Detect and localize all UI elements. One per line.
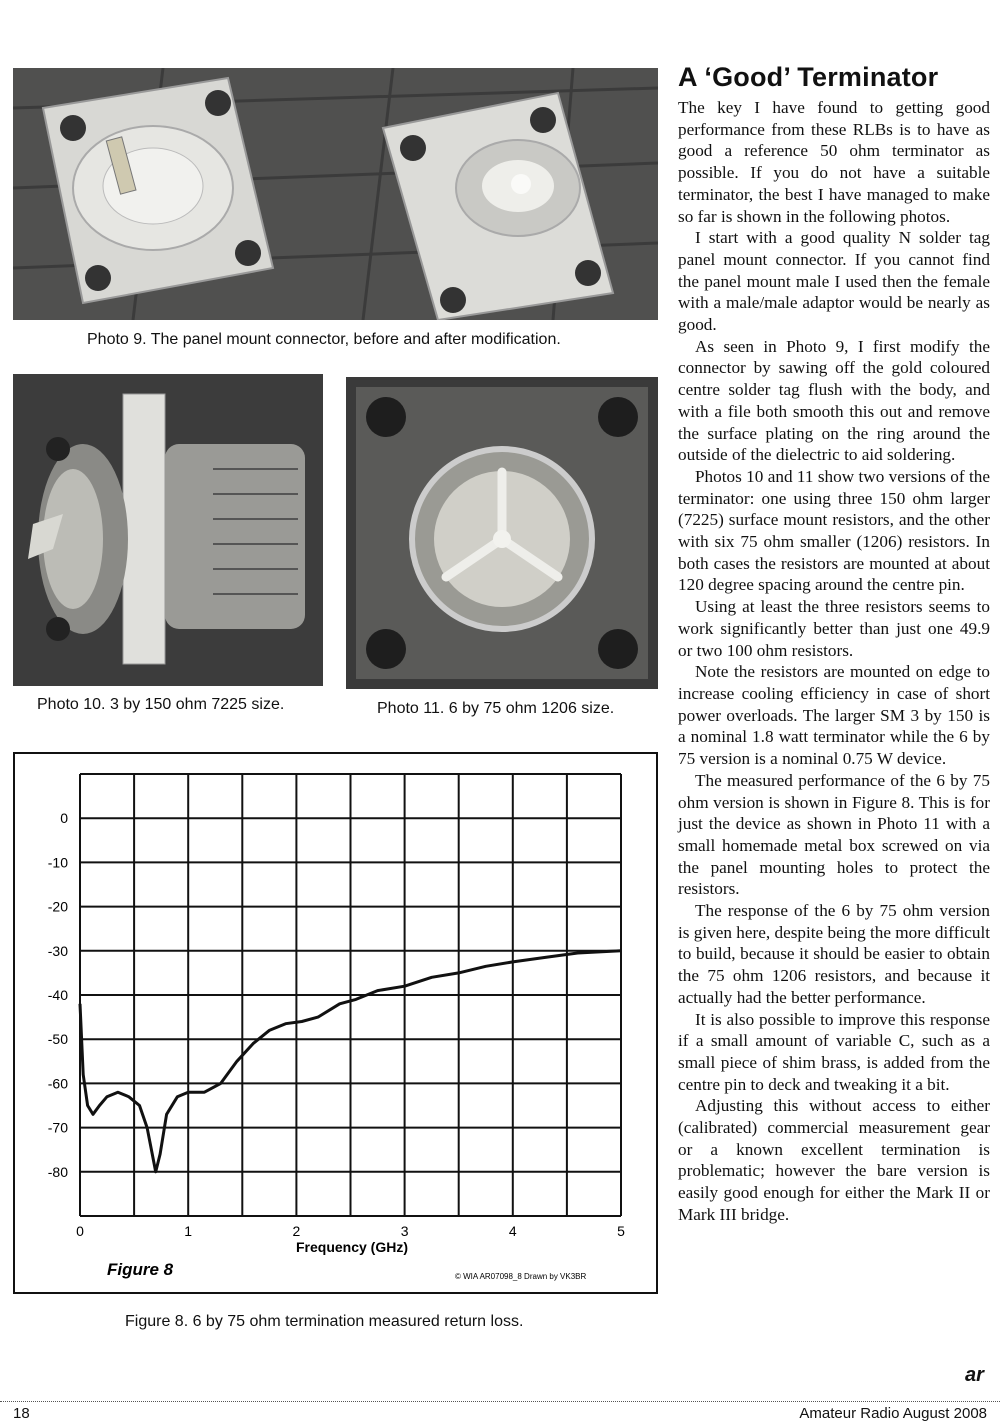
- return-loss-chart: [15, 754, 656, 1292]
- y-tick-label: -40: [47, 987, 68, 1003]
- figure-credit: © WIA AR07098_8 Drawn by VK3BR: [455, 1272, 587, 1281]
- footer-publication: Amateur Radio August 2008: [799, 1405, 987, 1422]
- photo-9-panel-connectors: [13, 68, 658, 320]
- photo-10-terminator-side: [13, 374, 323, 686]
- figure-label: Figure 8: [107, 1260, 174, 1279]
- x-tick-label: 2: [292, 1223, 301, 1239]
- article-paragraph: The measured performance of the 6 by 75 ohm version is shown in Figure 8. This is for just the device as shown in Photo 11 with a small homemade metal box screwed on via the panel mounting holes to protect the resistors.: [678, 770, 990, 899]
- photo-11-caption: Photo 11. 6 by 75 ohm 1206 size.: [377, 700, 615, 717]
- article-paragraph: As seen in Photo 9, I first modify the connector by sawing off the gold coloured centre solder tag flush with the body, and with a file both smooth this out and remove the surface plating on the ring around the outside of the dielectric to aid soldering.: [678, 336, 990, 465]
- photo-10-caption: Photo 10. 3 by 150 ohm 7225 size.: [37, 696, 285, 713]
- figure-8-chart: [13, 752, 658, 1294]
- article-paragraph: Adjusting this without access to either (calibrated) commercial measurement gear or a known excellent termination is problematic; however the bare version is easily good enough for either the Mark II or Mark III bridge.: [678, 1096, 990, 1224]
- photo-9-caption: Photo 9. The panel mount connector, before and after modification.: [87, 331, 561, 348]
- y-tick-label: -50: [47, 1031, 68, 1048]
- page-number: 18: [13, 1405, 30, 1422]
- x-tick-label: 4: [508, 1223, 517, 1239]
- end-mark-ar: ar: [965, 1364, 984, 1386]
- article-paragraph: Using at least the three resistors seems to work significantly better than just one 49.9 or two 100 ohm resistors.: [678, 597, 990, 660]
- x-axis-label: Frequency (GHz): [295, 1239, 409, 1255]
- article-column: [678, 62, 990, 1226]
- article-paragraph: The response of the 6 by 75 ohm version is given here, despite being the more difficult to build, because it should be easier to obtain the 75 ohm 1206 resistors, and because it actually had the better performance.: [678, 901, 990, 1007]
- photo-11-image: [346, 377, 658, 689]
- article-paragraph: I start with a good quality N solder tag panel mount connector. If you cannot find the panel mount male I used then the female with a male/male adaptor would be nearly as good.: [678, 228, 990, 335]
- y-tick-label: -20: [47, 898, 68, 915]
- y-tick-label: -10: [47, 854, 68, 871]
- article-paragraph: It is also possible to improve this response if a small amount of variable C, such as a small piece of shim brass, is added from the centre pin to deck and tweaking it a bit.: [678, 1009, 990, 1094]
- x-tick-label: 1: [184, 1223, 193, 1239]
- y-tick-label: -60: [47, 1075, 68, 1092]
- photo-9-image: [13, 68, 658, 320]
- y-tick-label: -80: [47, 1163, 68, 1180]
- y-tick-label: -70: [47, 1119, 68, 1136]
- footer-rule: [0, 1401, 1000, 1402]
- figure-8-caption: Figure 8. 6 by 75 ohm termination measured return loss.: [125, 1313, 524, 1330]
- article-heading: A ‘Good’ Terminator: [678, 62, 939, 92]
- y-tick-label: 0: [60, 810, 68, 827]
- x-tick-label: 0: [76, 1223, 84, 1239]
- article-paragraph: Note the resistors are mounted on edge to increase cooling efficiency in case of short power overloads. The larger SM 3 by 150 is a nominal 1.8 watt terminator while the 6 by 75 version is a nominal 0.75 W device.: [678, 662, 990, 769]
- article-paragraph: The key I have found to getting good performance from these RLBs is to have as good a reference 50 ohm terminator as possible. If you do not have a suitable terminator, the best I have managed to make so far is shown in the following photos.: [678, 98, 990, 226]
- x-tick-label: 3: [400, 1223, 409, 1239]
- article-paragraph: Photos 10 and 11 show two versions of the terminator: one using three 150 ohm larger (7225) surface mount resistors, and the other with six 75 ohm smaller (1206) resistors. In both cases the resistors are mounted at about 120 degree spacing around the centre pin.: [678, 466, 990, 595]
- y-tick-label: -30: [47, 942, 68, 959]
- x-tick-label: 5: [617, 1223, 625, 1239]
- photo-11-terminator-front: [346, 377, 658, 689]
- photo-10-image: [13, 374, 323, 686]
